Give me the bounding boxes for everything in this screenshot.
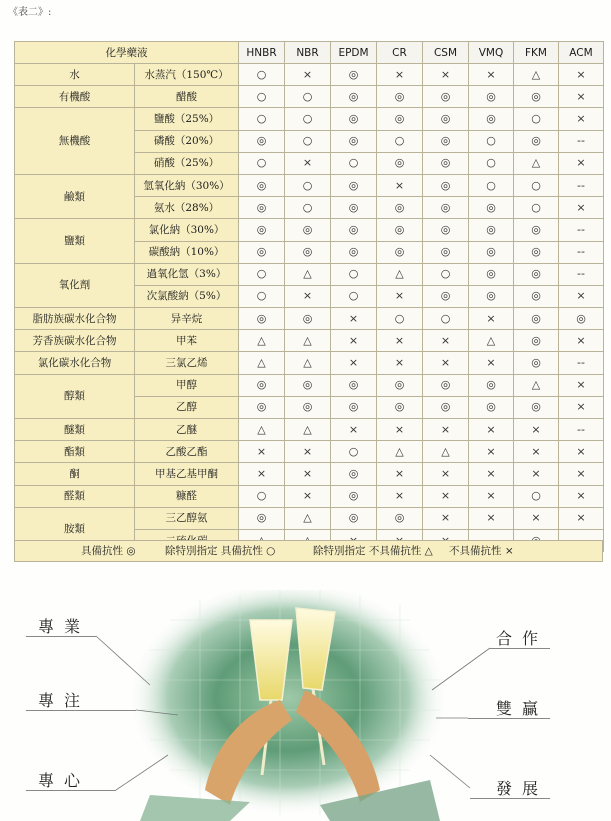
chemical-name: 碳酸納（10%） bbox=[135, 241, 239, 263]
slogan-focused: 專注 bbox=[38, 691, 91, 710]
resistance-rating: ◎ bbox=[331, 197, 377, 219]
chemical-name: 乙酸乙酯 bbox=[135, 441, 239, 463]
table-row bbox=[15, 263, 604, 285]
resistance-rating: × bbox=[559, 374, 604, 396]
chemical-resistance-table bbox=[14, 41, 604, 552]
resistance-rating: ◎ bbox=[377, 86, 423, 108]
table-row bbox=[15, 374, 604, 396]
underline bbox=[468, 718, 550, 719]
chemical-category: 胺類 bbox=[15, 507, 135, 551]
resistance-rating: ◎ bbox=[469, 374, 514, 396]
resistance-rating: ○ bbox=[239, 285, 285, 307]
resistance-rating: -- bbox=[559, 241, 604, 263]
resistance-rating: × bbox=[559, 330, 604, 352]
resistance-rating: × bbox=[469, 485, 514, 507]
resistance-rating: ◎ bbox=[285, 219, 331, 241]
underline bbox=[490, 648, 550, 649]
resistance-rating: × bbox=[377, 352, 423, 374]
resistance-rating: ◎ bbox=[331, 374, 377, 396]
resistance-rating: △ bbox=[469, 330, 514, 352]
resistance-rating: ◎ bbox=[377, 507, 423, 529]
resistance-rating: △ bbox=[377, 263, 423, 285]
resistance-rating: ◎ bbox=[514, 330, 559, 352]
legend-not-resistant: 不具備抗性 × bbox=[449, 545, 514, 557]
table-row bbox=[15, 64, 604, 86]
chemical-name: 异辛烷 bbox=[135, 308, 239, 330]
chemical-category: 鹽類 bbox=[15, 219, 135, 263]
resistance-rating: ◎ bbox=[514, 352, 559, 374]
resistance-rating: ◎ bbox=[331, 485, 377, 507]
header-chemical: 化學藥液 bbox=[15, 42, 239, 64]
table-row bbox=[15, 419, 604, 441]
chemical-category: 醇類 bbox=[15, 374, 135, 418]
table-row bbox=[15, 174, 604, 196]
resistance-rating: × bbox=[331, 352, 377, 374]
chemical-category: 水 bbox=[15, 64, 135, 86]
slogan-cooperation: 合作 bbox=[496, 629, 549, 648]
resistance-rating: ◎ bbox=[331, 64, 377, 86]
resistance-rating: -- bbox=[559, 263, 604, 285]
resistance-rating: ○ bbox=[377, 130, 423, 152]
resistance-rating: ◎ bbox=[423, 174, 469, 196]
legend-resistant-unless: 除特別指定 具備抗性 ○ bbox=[165, 545, 276, 557]
resistance-rating: ○ bbox=[331, 441, 377, 463]
resistance-rating: ◎ bbox=[514, 130, 559, 152]
resistance-rating: × bbox=[559, 485, 604, 507]
chemical-name: 乙醇 bbox=[135, 396, 239, 418]
resistance-rating: ◎ bbox=[469, 241, 514, 263]
resistance-rating: △ bbox=[285, 263, 331, 285]
resistance-rating: ◎ bbox=[331, 174, 377, 196]
resistance-rating: ○ bbox=[239, 152, 285, 174]
resistance-rating: ◎ bbox=[239, 241, 285, 263]
resistance-rating: ◎ bbox=[469, 86, 514, 108]
chemical-name: 鹽酸（25%） bbox=[135, 108, 239, 130]
resistance-rating: × bbox=[514, 507, 559, 529]
chemical-name: 水蒸汽（150℃） bbox=[135, 64, 239, 86]
resistance-rating: × bbox=[469, 308, 514, 330]
chemical-name: 甲醇 bbox=[135, 374, 239, 396]
resistance-rating: ◎ bbox=[285, 396, 331, 418]
resistance-rating: △ bbox=[285, 419, 331, 441]
resistance-rating: ◎ bbox=[239, 374, 285, 396]
chemical-name: 次氯酸納（5%） bbox=[135, 285, 239, 307]
resistance-rating: ◎ bbox=[514, 219, 559, 241]
header-material: CSM bbox=[423, 42, 469, 64]
resistance-rating: × bbox=[377, 64, 423, 86]
resistance-rating: × bbox=[423, 64, 469, 86]
resistance-rating: ◎ bbox=[377, 108, 423, 130]
table-body bbox=[15, 64, 604, 552]
resistance-rating: ◎ bbox=[469, 396, 514, 418]
chemical-category: 氧化劑 bbox=[15, 263, 135, 307]
resistance-rating: △ bbox=[239, 352, 285, 374]
chemical-name: 氨水（28%） bbox=[135, 197, 239, 219]
chemical-name: 過氧化氫（3%） bbox=[135, 263, 239, 285]
chemical-name: 甲苯 bbox=[135, 330, 239, 352]
resistance-rating: ◎ bbox=[423, 130, 469, 152]
resistance-rating: ◎ bbox=[514, 396, 559, 418]
resistance-rating: × bbox=[469, 441, 514, 463]
chemical-category: 氯化碳水化合物 bbox=[15, 352, 135, 374]
resistance-rating: × bbox=[377, 174, 423, 196]
resistance-rating: × bbox=[239, 463, 285, 485]
resistance-rating: ◎ bbox=[423, 219, 469, 241]
legend bbox=[14, 540, 603, 562]
resistance-rating: × bbox=[285, 485, 331, 507]
resistance-rating: × bbox=[285, 441, 331, 463]
resistance-rating: × bbox=[285, 285, 331, 307]
resistance-rating: × bbox=[514, 419, 559, 441]
resistance-rating: × bbox=[559, 108, 604, 130]
resistance-rating: ◎ bbox=[469, 219, 514, 241]
resistance-rating: ◎ bbox=[285, 374, 331, 396]
resistance-rating: ◎ bbox=[423, 108, 469, 130]
slogan-win-win: 雙贏 bbox=[496, 699, 549, 718]
resistance-rating: ◎ bbox=[331, 130, 377, 152]
resistance-rating: × bbox=[423, 330, 469, 352]
resistance-rating: ○ bbox=[239, 485, 285, 507]
resistance-rating: ◎ bbox=[285, 241, 331, 263]
resistance-rating: ○ bbox=[514, 485, 559, 507]
resistance-rating: ◎ bbox=[239, 219, 285, 241]
chemical-name: 氯化納（30%） bbox=[135, 219, 239, 241]
resistance-rating: ◎ bbox=[514, 86, 559, 108]
table-row bbox=[15, 86, 604, 108]
resistance-rating: ◎ bbox=[377, 219, 423, 241]
resistance-rating: ◎ bbox=[514, 241, 559, 263]
resistance-rating: △ bbox=[239, 330, 285, 352]
resistance-rating: △ bbox=[514, 374, 559, 396]
header-material: HNBR bbox=[239, 42, 285, 64]
chemical-category: 酯類 bbox=[15, 441, 135, 463]
resistance-rating: ◎ bbox=[377, 374, 423, 396]
resistance-rating: △ bbox=[285, 507, 331, 529]
resistance-rating: ○ bbox=[239, 108, 285, 130]
resistance-rating: ◎ bbox=[559, 308, 604, 330]
resistance-rating: △ bbox=[423, 441, 469, 463]
legend-not-resistant-unless: 除特別指定 不具備抗性 △ bbox=[313, 545, 433, 557]
resistance-rating: △ bbox=[377, 441, 423, 463]
resistance-rating: -- bbox=[559, 174, 604, 196]
resistance-rating: × bbox=[559, 463, 604, 485]
resistance-rating: × bbox=[331, 330, 377, 352]
resistance-rating: △ bbox=[285, 352, 331, 374]
resistance-rating: △ bbox=[285, 330, 331, 352]
resistance-rating: × bbox=[423, 352, 469, 374]
resistance-rating: × bbox=[559, 197, 604, 219]
chemical-name: 醋酸 bbox=[135, 86, 239, 108]
slogan-development: 發展 bbox=[496, 779, 549, 798]
resistance-rating: ○ bbox=[469, 152, 514, 174]
resistance-rating: ◎ bbox=[239, 197, 285, 219]
resistance-rating: ◎ bbox=[377, 241, 423, 263]
chemical-name: 乙醚 bbox=[135, 419, 239, 441]
chemical-name: 磷酸（20%） bbox=[135, 130, 239, 152]
resistance-rating: ○ bbox=[514, 197, 559, 219]
chemical-category: 醚類 bbox=[15, 419, 135, 441]
resistance-rating: × bbox=[469, 463, 514, 485]
resistance-rating: × bbox=[469, 419, 514, 441]
resistance-rating: ◎ bbox=[331, 396, 377, 418]
resistance-rating: × bbox=[377, 485, 423, 507]
resistance-rating: ◎ bbox=[377, 197, 423, 219]
resistance-rating: ◎ bbox=[423, 241, 469, 263]
resistance-rating: × bbox=[285, 64, 331, 86]
resistance-rating: ◎ bbox=[423, 197, 469, 219]
resistance-rating: ○ bbox=[285, 130, 331, 152]
chemical-category: 醛類 bbox=[15, 485, 135, 507]
resistance-rating: ○ bbox=[423, 263, 469, 285]
chemical-name: 氫氧化納（30%） bbox=[135, 174, 239, 196]
resistance-rating: ◎ bbox=[377, 152, 423, 174]
resistance-rating: ○ bbox=[331, 263, 377, 285]
resistance-rating: × bbox=[377, 285, 423, 307]
table-row bbox=[15, 463, 604, 485]
chemical-name: 三乙醇氨 bbox=[135, 507, 239, 529]
underline bbox=[26, 636, 96, 637]
chemical-name: 三氯乙烯 bbox=[135, 352, 239, 374]
resistance-rating: ◎ bbox=[469, 285, 514, 307]
chemical-category: 脂肪族碳水化合物 bbox=[15, 308, 135, 330]
resistance-rating: × bbox=[377, 419, 423, 441]
resistance-rating: × bbox=[469, 64, 514, 86]
resistance-rating: ◎ bbox=[423, 152, 469, 174]
resistance-rating: ◎ bbox=[423, 285, 469, 307]
resistance-rating: ○ bbox=[285, 108, 331, 130]
resistance-rating: ○ bbox=[285, 197, 331, 219]
resistance-rating: ○ bbox=[331, 152, 377, 174]
underline bbox=[26, 790, 116, 791]
resistance-rating: ○ bbox=[285, 174, 331, 196]
resistance-rating: ○ bbox=[514, 174, 559, 196]
header-material: NBR bbox=[285, 42, 331, 64]
resistance-rating: ◎ bbox=[423, 86, 469, 108]
table-caption: 《表二》: bbox=[8, 7, 52, 18]
resistance-rating: × bbox=[331, 308, 377, 330]
resistance-rating: ○ bbox=[285, 86, 331, 108]
resistance-rating: ○ bbox=[331, 285, 377, 307]
resistance-rating: ○ bbox=[469, 174, 514, 196]
resistance-rating: ◎ bbox=[331, 86, 377, 108]
resistance-rating: ○ bbox=[239, 64, 285, 86]
resistance-rating: △ bbox=[514, 64, 559, 86]
table-row bbox=[15, 485, 604, 507]
resistance-rating: × bbox=[559, 86, 604, 108]
resistance-rating: × bbox=[239, 441, 285, 463]
resistance-rating: ○ bbox=[239, 263, 285, 285]
resistance-rating: ◎ bbox=[514, 308, 559, 330]
resistance-rating: ◎ bbox=[331, 507, 377, 529]
resistance-rating: △ bbox=[239, 419, 285, 441]
resistance-rating: × bbox=[377, 463, 423, 485]
table-header-row bbox=[15, 42, 604, 64]
resistance-rating: ○ bbox=[423, 308, 469, 330]
resistance-rating: ◎ bbox=[469, 263, 514, 285]
resistance-rating: ◎ bbox=[377, 396, 423, 418]
resistance-rating: × bbox=[469, 352, 514, 374]
chemical-category: 芳香族碳水化合物 bbox=[15, 330, 135, 352]
resistance-rating: ○ bbox=[469, 130, 514, 152]
resistance-rating: △ bbox=[514, 152, 559, 174]
header-material: VMQ bbox=[469, 42, 514, 64]
resistance-rating: ◎ bbox=[239, 507, 285, 529]
resistance-rating: × bbox=[331, 419, 377, 441]
chemical-name: 硝酸（25%） bbox=[135, 152, 239, 174]
resistance-rating: ◎ bbox=[423, 374, 469, 396]
resistance-rating: -- bbox=[559, 130, 604, 152]
resistance-rating: × bbox=[514, 441, 559, 463]
resistance-rating: × bbox=[423, 507, 469, 529]
resistance-rating: ◎ bbox=[331, 219, 377, 241]
table-row bbox=[15, 108, 604, 130]
toast-illustration-area bbox=[0, 590, 611, 821]
resistance-rating: × bbox=[559, 285, 604, 307]
resistance-rating: ◎ bbox=[469, 108, 514, 130]
chemical-category: 無機酸 bbox=[15, 108, 135, 175]
resistance-rating: ◎ bbox=[514, 263, 559, 285]
chemical-name: 甲基乙基甲酮 bbox=[135, 463, 239, 485]
header-material: CR bbox=[377, 42, 423, 64]
chemical-category: 酮 bbox=[15, 463, 135, 485]
slogan-dedicated: 專心 bbox=[38, 771, 91, 790]
resistance-rating: × bbox=[559, 64, 604, 86]
legend-resistant: 具備抗性 ◎ bbox=[81, 545, 136, 557]
chemical-category: 鹼類 bbox=[15, 174, 135, 218]
resistance-rating: × bbox=[559, 396, 604, 418]
resistance-rating: ◎ bbox=[239, 308, 285, 330]
table-row bbox=[15, 219, 604, 241]
resistance-rating: ◎ bbox=[331, 241, 377, 263]
resistance-rating: × bbox=[423, 485, 469, 507]
resistance-rating: × bbox=[285, 152, 331, 174]
header-material: ACM bbox=[559, 42, 604, 64]
resistance-rating: × bbox=[423, 419, 469, 441]
resistance-rating: ◎ bbox=[514, 285, 559, 307]
slogan-professional: 專業 bbox=[38, 617, 91, 636]
resistance-rating: × bbox=[559, 152, 604, 174]
chemical-category: 有機酸 bbox=[15, 86, 135, 108]
table-row bbox=[15, 308, 604, 330]
header-material: EPDM bbox=[331, 42, 377, 64]
underline bbox=[470, 798, 550, 799]
resistance-rating: × bbox=[377, 330, 423, 352]
resistance-rating: ◎ bbox=[285, 308, 331, 330]
resistance-rating: × bbox=[514, 463, 559, 485]
resistance-rating: × bbox=[469, 507, 514, 529]
resistance-rating: ◎ bbox=[423, 396, 469, 418]
resistance-rating: ○ bbox=[514, 108, 559, 130]
resistance-rating: ○ bbox=[377, 308, 423, 330]
resistance-rating: ◎ bbox=[331, 463, 377, 485]
header-material: FKM bbox=[514, 42, 559, 64]
table-row bbox=[15, 330, 604, 352]
resistance-rating: -- bbox=[559, 352, 604, 374]
resistance-rating: ◎ bbox=[331, 108, 377, 130]
chemical-name: 糠醛 bbox=[135, 485, 239, 507]
table-row bbox=[15, 441, 604, 463]
resistance-rating: ◎ bbox=[239, 396, 285, 418]
resistance-rating: -- bbox=[559, 219, 604, 241]
resistance-rating: ◎ bbox=[239, 130, 285, 152]
resistance-rating: ○ bbox=[239, 86, 285, 108]
underline bbox=[26, 710, 136, 711]
resistance-rating: × bbox=[559, 507, 604, 529]
resistance-rating: ◎ bbox=[239, 174, 285, 196]
resistance-rating: ◎ bbox=[469, 197, 514, 219]
table-row bbox=[15, 352, 604, 374]
resistance-rating: × bbox=[423, 463, 469, 485]
resistance-rating: -- bbox=[559, 419, 604, 441]
table-row bbox=[15, 507, 604, 529]
resistance-rating: × bbox=[285, 463, 331, 485]
resistance-rating: × bbox=[559, 441, 604, 463]
